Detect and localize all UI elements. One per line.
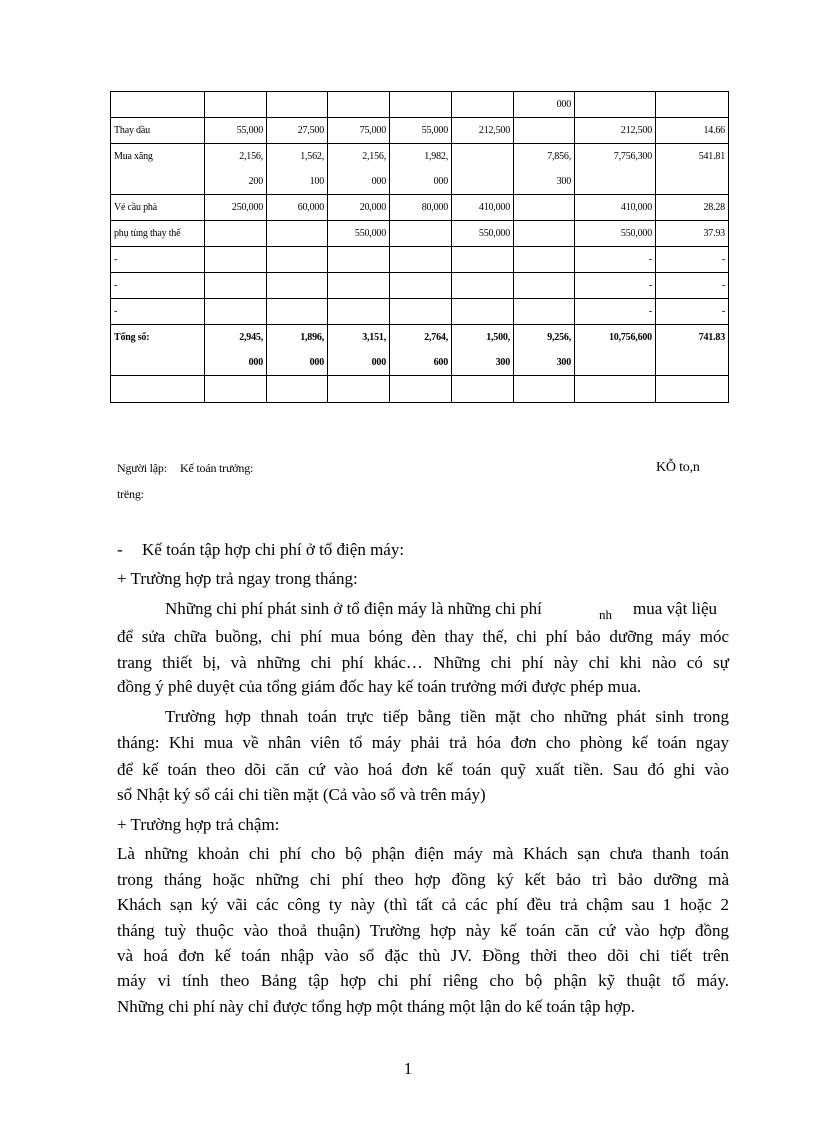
page-number: 1 [403, 1059, 413, 1078]
row-label: phụ tùng thay thế [114, 228, 181, 239]
cell-value: 000 [248, 357, 263, 368]
case-deferred-payment: + Trường hợp trả chậm: [117, 815, 280, 834]
paragraph-line: máy vi tính theo Bảng tập hợp chi phí riêng cho bộ phận kỹ thuật tổ máy. [117, 971, 729, 990]
cell-value: 100 [309, 176, 324, 187]
cell-value: 300 [556, 357, 571, 368]
cell-value: 000 [433, 176, 448, 187]
cell-value: 741.83 [698, 332, 725, 343]
cell-value: - [648, 280, 652, 291]
cell-value: 600 [433, 357, 448, 368]
row-label: - [114, 306, 118, 317]
cell-value: 1,500, [486, 332, 510, 343]
paragraph-line: Trường hợp thnah toán trực tiếp bằng tiền mặt cho những phát sinh trong [165, 707, 729, 726]
paragraph-line: sổ Nhật ký sổ cái chi tiền mặt (Cả vào sổ và trên máy) [117, 785, 486, 804]
cell-value: 80,000 [421, 202, 448, 213]
row-label: - [114, 254, 118, 265]
paragraph-line: Những chi phí này chỉ được tổng hợp một tháng một lận do kế toán tập hợp. [117, 997, 636, 1016]
cell-value: 75,000 [359, 125, 386, 136]
cell-value: 250,000 [231, 202, 263, 213]
paragraph-line: tháng: Khi mua về nhân viên tổ máy phải trả hóa đơn cho phòng kế toán ngay [117, 733, 729, 752]
bullet-dash: - [117, 540, 123, 559]
paragraph-line: đồng ý phê duyệt của tổng giám đốc hay kế toán trưởng mới được phép mua. [117, 677, 642, 696]
row-label: Mua xăng [114, 151, 153, 162]
paragraph-line: Khách sạn ký vãi các công ty này (thì tất cả các phí đều trả chậm sau 1 hoặc 2 [117, 895, 729, 914]
cell-value: 410,000 [620, 202, 652, 213]
cell-value: 55,000 [421, 125, 448, 136]
cell-value: 550,000 [478, 228, 510, 239]
cell-value: 55,000 [236, 125, 263, 136]
cell-value: 7,856, [547, 151, 571, 162]
paragraph-line: và hoá đơn kế toán nhập vào sổ đặc thù JV. Đồng thời theo dõi chi tiết trên [117, 946, 729, 965]
cell-value: 000 [371, 176, 386, 187]
cell-value: 14.66 [703, 125, 725, 136]
signature-continuation: trëng: [117, 487, 144, 501]
cell-value: 60,000 [297, 202, 324, 213]
cell-value: 212,500 [478, 125, 510, 136]
cell-value: 410,000 [478, 202, 510, 213]
cell-value: 550,000 [620, 228, 652, 239]
cell-value: 37.93 [703, 228, 725, 239]
cell-value: - [721, 306, 725, 317]
cell-value: 212,500 [620, 125, 652, 136]
paragraph-line: tháng tuỳ thuộc vào thoả thuận) Trường hợp này kế toán căn cứ vào hợp đồng [117, 921, 729, 940]
cell-value: 2,156, [362, 151, 386, 162]
inline-fragment: nh [599, 607, 612, 622]
cell-value: 200 [248, 176, 263, 187]
cell-value: 000 [556, 99, 571, 110]
paragraph-line: Những chi phí phát sinh ở tổ điện máy là những chi phí [165, 599, 542, 618]
cell-value: 3,151, [362, 332, 386, 343]
cell-value: 1,562, [300, 151, 324, 162]
cell-value: 1,896, [300, 332, 324, 343]
cell-value: - [721, 254, 725, 265]
cell-value: 550,000 [354, 228, 386, 239]
paragraph-line: mua vật liệu [633, 599, 718, 618]
paragraph-line: để sửa chữa buồng, chi phí mua bóng đèn thay thế, chi phí bảo dưỡng máy móc [117, 627, 729, 646]
cell-value: 20,000 [359, 202, 386, 213]
case-immediate-payment: + Trường hợp trả ngay trong tháng: [117, 569, 358, 588]
cell-value: 541.81 [698, 151, 725, 162]
cell-value: 000 [371, 357, 386, 368]
cell-value: - [648, 254, 652, 265]
chief-accountant-label: Kế toán trưởng: [180, 461, 254, 475]
section-heading: Kế toán tập hợp chi phí ở tổ điện máy: [142, 540, 405, 559]
signature-right-label: KỖ to,n [656, 460, 700, 475]
preparer-label: Người lập: [117, 461, 167, 475]
row-label: Vé cầu phà [114, 202, 157, 213]
paragraph-line: Là những khoản chi phí cho bộ phận điện máy mà Khách sạn chưa thanh toán [117, 844, 729, 863]
cell-value: 300 [495, 357, 510, 368]
cell-value: 27,500 [297, 125, 324, 136]
paragraph-line: trong tháng hoặc những chi phí theo hợp đồng ký kết bảo trì bảo dưỡng mà [117, 870, 729, 889]
cell-value: 2,764, [424, 332, 448, 343]
cell-value: 10,756,600 [608, 332, 652, 343]
cell-value: 300 [556, 176, 571, 187]
cell-value: - [721, 280, 725, 291]
cell-value: 28.28 [703, 202, 725, 213]
row-label: Tổng số: [114, 332, 150, 343]
cell-value: 2,945, [239, 332, 263, 343]
row-label: Thay dầu [114, 125, 150, 136]
cell-value: 9,256, [547, 332, 571, 343]
row-label: - [114, 280, 118, 291]
cell-value: - [648, 306, 652, 317]
cell-value: 7,756,300 [613, 151, 652, 162]
cell-value: 000 [309, 357, 324, 368]
paragraph-line: trang thiết bị, và những chi phí khác… Những chi phí này chỉ khi nào có sự [117, 653, 729, 672]
cell-value: 1,982, [424, 151, 448, 162]
paragraph-line: để kế toán theo dõi căn cứ vào hoá đơn kế toán quỹ xuất tiền. Sau đó ghi vào [117, 760, 729, 779]
cell-value: 2,156, [239, 151, 263, 162]
